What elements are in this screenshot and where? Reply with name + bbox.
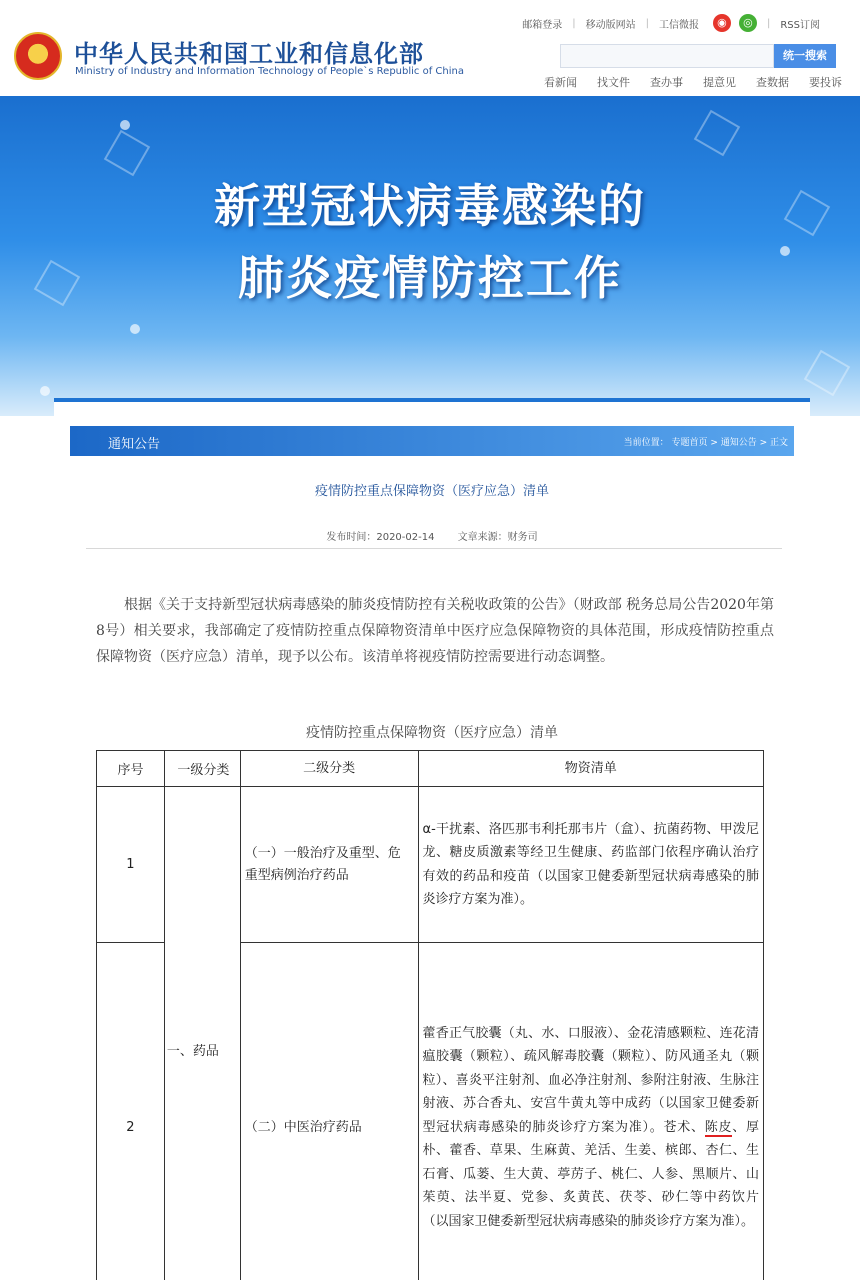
divider: | <box>766 17 771 29</box>
subnav-feedback[interactable]: 提意见 <box>703 76 736 89</box>
gongxin-weibao-link[interactable]: 工信微报 <box>658 19 699 31</box>
item-list: α-干扰素、洛匹那韦利托那韦片（盒）、抗菌药物、甲泼尼龙、糖皮质激素等经卫生健康、药监部门依程序确认治疗有效的药品和疫苗（以国家卫健委新型冠状病毒感染的肺炎诊疗方案为准）。 <box>418 787 763 943</box>
article-meta <box>54 528 810 543</box>
subnav-files[interactable]: 找文件 <box>597 76 630 89</box>
table-row <box>97 787 764 943</box>
category-level2: （二）中医治疗药品 <box>240 943 418 1280</box>
banner-title-line1: 新型冠状病毒感染的 <box>214 179 646 233</box>
site-header <box>0 0 860 96</box>
article-title: 疫情防控重点保障物资（医疗应急）清单 <box>314 484 549 499</box>
national-emblem-icon <box>14 32 62 80</box>
hexagon-decoration <box>804 350 850 396</box>
mobile-site-link[interactable]: 移动版网站 <box>585 19 636 31</box>
sub-navigation <box>524 74 842 90</box>
header-no: 序号 <box>97 751 165 787</box>
search-button[interactable]: 统一搜索 <box>774 44 836 68</box>
site-subtitle: Ministry of Industry and Information Technology of People`s Republic of China <box>75 66 464 77</box>
dot-decoration <box>40 386 50 396</box>
subnav-complaint[interactable]: 要投诉 <box>809 76 842 89</box>
highlighted-item: 陈皮 <box>704 1119 733 1135</box>
header-level1: 一级分类 <box>164 751 240 787</box>
item-list <box>418 943 763 1280</box>
section-label: 通知公告 <box>108 437 161 452</box>
category-level1: 一、药品 <box>164 787 240 1280</box>
top-links <box>512 14 830 32</box>
publish-time: 发布时间：2020-02-14 <box>326 532 435 543</box>
divider <box>86 548 782 549</box>
article-paragraph: 根据《关于支持新型冠状病毒感染的肺炎疫情防控有关税收政策的公告》（财政部 税务总局公告2020年第8号）相关要求，我部确定了疫情防控重点保障物资清单中医疗应急保障物资的具体范围，形成疫情防控重点保障物资（医疗应急）清单，现予以公布。该清单将视疫情防控需要进行动态调整。 <box>96 597 774 665</box>
category-level2: （一）一般治疗及重型、危重型病例治疗药品 <box>240 787 418 943</box>
topic-banner <box>0 96 860 416</box>
dot-decoration <box>130 324 140 334</box>
rss-link[interactable]: RSS订阅 <box>780 19 820 31</box>
header-level2: 二级分类 <box>240 751 418 787</box>
divider: | <box>645 17 649 29</box>
section-header-bar <box>70 426 794 456</box>
supplies-table <box>96 750 764 1280</box>
wechat-icon[interactable]: ◎ <box>739 14 757 32</box>
subnav-services[interactable]: 查办事 <box>650 76 683 89</box>
subnav-data[interactable]: 查数据 <box>756 76 789 89</box>
mail-login-link[interactable]: 邮箱登录 <box>522 19 563 31</box>
item-text: 、厚朴、藿香、草果、生麻黄、羌活、生姜、槟郎、杏仁、生石膏、瓜蒌、生大黄、葶苈子、桃仁、人参、黑顺片、山茱萸、法半夏、党参、炙黄芪、茯苓、砂仁等中药饮片（以国家卫健委新型冠状病毒感染的肺炎诊疗方案为准）。 <box>422 1119 759 1229</box>
table-caption: 疫情防控重点保障物资（医疗应急）清单 <box>306 725 558 741</box>
row-number: 2 <box>97 943 165 1280</box>
header-items: 物资清单 <box>418 751 763 787</box>
subnav-news[interactable]: 看新闻 <box>544 76 577 89</box>
dot-decoration <box>120 120 130 130</box>
item-text: 藿香正气胶囊（丸、水、口服液）、金花清感颗粒、连花清瘟胶囊（颗粒）、疏风解毒胶囊（颗粒）、防风通圣丸（颗粒）、喜炎平注射剂、血必净注射剂、参附注射液、生脉注射液、苏合香丸、安宫牛黄丸等中成药（以国家卫健委新型冠状病毒感染的肺炎诊疗方案为准）。苍术、 <box>422 1025 759 1135</box>
content-panel <box>54 398 810 1280</box>
breadcrumb[interactable]: 当前位置： 专题首页 > 通知公告 > 正文 <box>623 438 788 448</box>
divider: | <box>572 17 576 29</box>
article-source: 文章来源：财务司 <box>457 532 538 543</box>
row-number: 1 <box>97 787 165 943</box>
table-header-row <box>97 751 764 787</box>
site-title[interactable]: 中华人民共和国工业和信息化部 <box>74 40 424 68</box>
weibo-icon[interactable]: ◉ <box>713 14 731 32</box>
search-input[interactable] <box>560 44 774 68</box>
hexagon-decoration <box>694 110 740 156</box>
banner-title-line2: 肺炎疫情防控工作 <box>238 251 622 305</box>
